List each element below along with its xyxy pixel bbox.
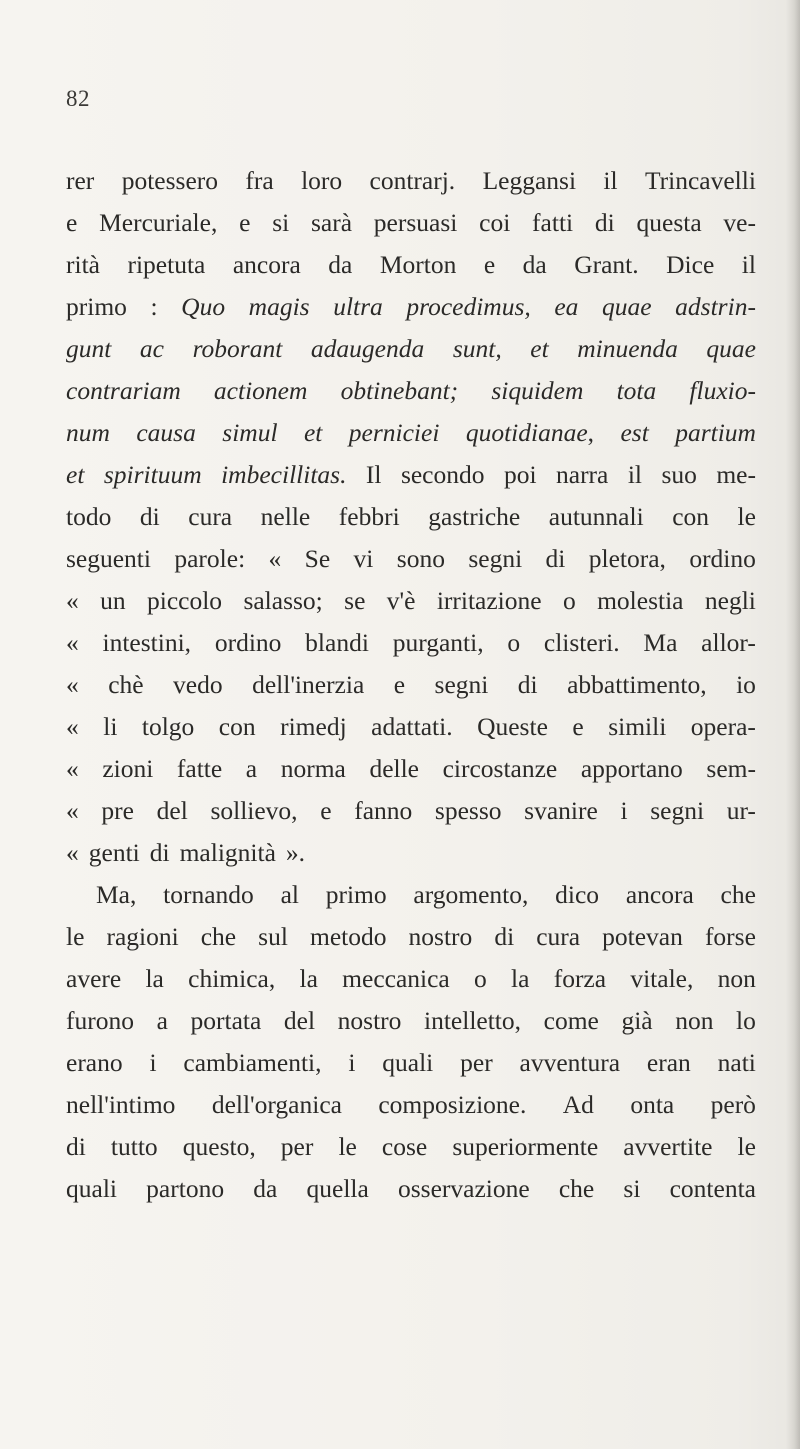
- word: Morton: [379, 250, 457, 279]
- word: et: [303, 418, 323, 447]
- word: che: [558, 1174, 595, 1203]
- word: imbecillitas.: [221, 460, 347, 489]
- word: fanno: [354, 796, 413, 825]
- word: da: [328, 250, 353, 279]
- word: fatte: [176, 754, 223, 783]
- word: di: [594, 208, 615, 237]
- word: i: [348, 1048, 356, 1077]
- word: suo: [661, 460, 697, 489]
- word: dell'inerzia: [252, 670, 365, 699]
- word: Queste: [477, 712, 548, 741]
- word: contrariam: [66, 376, 181, 405]
- word: «: [66, 712, 79, 741]
- word: partono: [146, 1174, 225, 1203]
- word: pre: [101, 796, 134, 825]
- word: clisteri.: [543, 628, 620, 657]
- word: rimedj: [280, 712, 347, 741]
- word: «: [66, 586, 79, 615]
- word: contenta: [669, 1174, 756, 1203]
- word: Il: [365, 460, 382, 489]
- word: actionem: [213, 376, 308, 405]
- text-line: [66, 370, 756, 412]
- word: primo: [325, 880, 387, 909]
- word: la: [511, 964, 530, 993]
- word: sem-: [706, 754, 756, 783]
- word: fatti: [532, 208, 574, 237]
- word: «: [66, 838, 79, 867]
- word: come: [543, 1006, 599, 1035]
- word: circostanze: [442, 754, 558, 783]
- word: et: [66, 460, 85, 489]
- word: «: [66, 796, 79, 825]
- word: segni: [650, 796, 705, 825]
- text-line: [66, 454, 756, 496]
- word: Ma,: [96, 880, 137, 909]
- word: segni: [468, 544, 523, 573]
- word: coi: [479, 208, 511, 237]
- word: già: [621, 1006, 653, 1035]
- body-text: [66, 160, 756, 1210]
- word: e: [239, 208, 251, 237]
- word: per: [280, 1132, 314, 1161]
- word: potevan: [602, 922, 683, 951]
- word: avventura: [519, 1048, 621, 1077]
- text-line: [66, 160, 756, 202]
- word: se: [344, 586, 366, 615]
- word: osservazione: [397, 1174, 530, 1203]
- text-line: [66, 622, 756, 664]
- word: avvertite: [623, 1132, 713, 1161]
- word: e: [320, 796, 332, 825]
- word: tolgo: [141, 712, 195, 741]
- word: rità: [66, 250, 100, 279]
- word: il: [741, 250, 756, 279]
- word: minuenda: [577, 334, 678, 363]
- word: si: [623, 1174, 641, 1203]
- word: i: [620, 796, 628, 825]
- word: metodo: [309, 922, 387, 951]
- word: non: [717, 964, 756, 993]
- word: todo: [66, 502, 112, 531]
- word: da: [522, 250, 547, 279]
- word: non: [675, 1006, 714, 1035]
- word: nelle: [260, 502, 311, 531]
- word: di: [66, 1132, 86, 1161]
- word: delle: [369, 754, 419, 783]
- word: le: [737, 502, 756, 531]
- word: chimica,: [188, 964, 276, 993]
- word: sarà: [310, 208, 353, 237]
- word: le: [66, 922, 85, 951]
- word: febbri: [338, 502, 400, 531]
- word: di: [494, 922, 515, 951]
- word: vedo: [173, 670, 223, 699]
- word: i: [149, 1048, 157, 1077]
- word: procedimus,: [406, 292, 531, 321]
- word: est: [620, 418, 649, 447]
- word: nostro: [408, 922, 473, 951]
- word: ancora: [625, 880, 694, 909]
- word: Ad: [562, 1090, 594, 1119]
- text-line: [66, 1168, 756, 1210]
- word: tota: [616, 376, 657, 405]
- text-line: [66, 496, 756, 538]
- word: per: [460, 1048, 493, 1077]
- word: da: [253, 1174, 278, 1203]
- word: e: [483, 250, 496, 279]
- word: primo: [66, 292, 127, 321]
- word: narra: [556, 460, 609, 489]
- word: autunnali: [548, 502, 644, 531]
- word: ea: [554, 292, 579, 321]
- word: ordino: [214, 628, 282, 657]
- word: :: [150, 292, 158, 321]
- text-line: [66, 328, 756, 370]
- word: forza: [553, 964, 607, 993]
- word: il: [627, 460, 642, 489]
- word: svanire: [524, 796, 598, 825]
- word: del: [283, 1006, 316, 1035]
- word: siquidem: [491, 376, 584, 405]
- word: abbattimento,: [567, 670, 707, 699]
- word: «: [66, 754, 79, 783]
- word: perniciei: [348, 418, 440, 447]
- word: lo: [736, 1006, 756, 1035]
- word: ordino: [689, 544, 756, 573]
- word: ve-: [723, 208, 756, 237]
- word: si: [272, 208, 290, 237]
- word: io: [736, 670, 756, 699]
- text-line: [66, 580, 756, 622]
- text-line: [66, 412, 756, 454]
- word: me-: [716, 460, 756, 489]
- word: le: [338, 1132, 357, 1161]
- word: loro: [301, 166, 343, 195]
- word: partium: [675, 418, 756, 447]
- word: roborant: [192, 334, 283, 363]
- word: cura: [188, 502, 233, 531]
- word: con: [218, 712, 256, 741]
- word: Ma: [643, 628, 678, 657]
- text-line: [66, 1000, 756, 1042]
- word: quotidianae,: [465, 418, 595, 447]
- word: causa: [136, 418, 196, 447]
- word: molestia: [597, 586, 684, 615]
- word: e: [572, 712, 584, 741]
- text-line: [66, 832, 756, 874]
- word: quali: [66, 1174, 117, 1203]
- word: spesso: [434, 796, 502, 825]
- word: cambiamenti,: [183, 1048, 322, 1077]
- word: nati: [717, 1048, 756, 1077]
- word: obtinebant;: [340, 376, 459, 405]
- word: di: [149, 838, 170, 867]
- text-line: [66, 748, 756, 790]
- word: questa: [636, 208, 702, 237]
- word: Grant.: [574, 250, 639, 279]
- word: avere: [66, 964, 122, 993]
- word: opera-: [690, 712, 756, 741]
- text-line: [66, 706, 756, 748]
- word: sul: [258, 922, 288, 951]
- word: o: [562, 586, 576, 615]
- word: quae: [706, 334, 756, 363]
- word: ragioni: [106, 922, 179, 951]
- word: adstrin-: [675, 292, 756, 321]
- word: ac: [139, 334, 164, 363]
- word: o: [474, 964, 487, 993]
- word: adattati.: [371, 712, 453, 741]
- word: ».: [285, 838, 306, 867]
- word: allor-: [701, 628, 756, 657]
- word: che: [200, 922, 237, 951]
- word: un: [100, 586, 126, 615]
- word: fra: [245, 166, 274, 195]
- word: malignità: [179, 838, 276, 867]
- word: di: [139, 502, 160, 531]
- word: di: [517, 670, 538, 699]
- word: «: [66, 628, 79, 657]
- word: meccanica: [342, 964, 450, 993]
- word: parole:: [174, 544, 246, 573]
- word: erano: [66, 1048, 123, 1077]
- word: rer: [66, 166, 95, 195]
- word: tutto: [110, 1132, 158, 1161]
- word: pletora,: [588, 544, 666, 573]
- word: «: [268, 544, 282, 573]
- word: norma: [280, 754, 346, 783]
- text-line: [66, 916, 756, 958]
- word: ancora: [232, 250, 301, 279]
- text-line: [66, 1126, 756, 1168]
- word: e: [66, 208, 78, 237]
- word: ripetuta: [127, 250, 206, 279]
- text-line: [66, 286, 756, 328]
- word: intelletto,: [424, 1006, 522, 1035]
- word: con: [672, 502, 710, 531]
- text-line: [66, 874, 756, 916]
- word: ultra: [333, 292, 383, 321]
- word: composizione.: [378, 1090, 527, 1119]
- word: o: [507, 628, 521, 657]
- text-line: [66, 790, 756, 832]
- word: onta: [630, 1090, 675, 1119]
- word: Trincavelli: [644, 166, 756, 195]
- word: simili: [608, 712, 667, 741]
- word: le: [737, 1132, 756, 1161]
- word: num: [66, 418, 110, 447]
- word: ur-: [726, 796, 756, 825]
- word: sollievo,: [210, 796, 298, 825]
- word: et: [530, 334, 549, 363]
- word: segni: [434, 670, 489, 699]
- word: quae: [602, 292, 652, 321]
- word: fluxio-: [689, 376, 756, 405]
- word: dell'organica: [211, 1090, 342, 1119]
- word: li: [103, 712, 118, 741]
- word: questo,: [182, 1132, 256, 1161]
- word: sono: [396, 544, 445, 573]
- word: gunt: [66, 334, 112, 363]
- word: nostro: [337, 1006, 402, 1035]
- word: gastriche: [428, 502, 521, 531]
- word: piccolo: [147, 586, 223, 615]
- word: seguenti: [66, 544, 151, 573]
- word: quella: [306, 1174, 369, 1203]
- word: portata: [190, 1006, 262, 1035]
- word: magis: [248, 292, 310, 321]
- page-number: 82: [66, 86, 90, 111]
- word: il: [603, 166, 618, 195]
- text-line: [66, 244, 756, 286]
- word: purganti,: [392, 628, 484, 657]
- word: Leggansi: [482, 166, 577, 195]
- word: intestini,: [102, 628, 192, 657]
- word: chè: [108, 670, 144, 699]
- word: però: [710, 1090, 756, 1119]
- word: superiormente: [452, 1132, 599, 1161]
- word: blandi: [305, 628, 369, 657]
- word: zioni: [102, 754, 154, 783]
- word: poi: [503, 460, 537, 489]
- word: negli: [704, 586, 756, 615]
- text-line: [66, 1084, 756, 1126]
- word: potessero: [121, 166, 218, 195]
- word: del: [156, 796, 188, 825]
- word: e: [393, 670, 406, 699]
- word: al: [280, 880, 299, 909]
- word: a: [156, 1006, 168, 1035]
- word: a: [245, 754, 258, 783]
- text-line: [66, 664, 756, 706]
- word: quali: [382, 1048, 434, 1077]
- word: persuasi: [373, 208, 458, 237]
- word: che: [720, 880, 756, 909]
- word: secondo: [400, 460, 485, 489]
- word: vitale,: [630, 964, 694, 993]
- word: tornando: [163, 880, 254, 909]
- word: v'è: [386, 586, 416, 615]
- word: «: [66, 670, 79, 699]
- text-line: [66, 538, 756, 580]
- word: adaugenda: [310, 334, 425, 363]
- page-edge-shadow: [786, 0, 800, 1449]
- word: apportano: [580, 754, 683, 783]
- word: cose: [381, 1132, 428, 1161]
- text-line: [66, 202, 756, 244]
- word: cura: [536, 922, 581, 951]
- word: eran: [646, 1048, 691, 1077]
- word: la: [299, 964, 318, 993]
- word: Dice: [666, 250, 715, 279]
- word: spirituum: [103, 460, 202, 489]
- word: di: [545, 544, 566, 573]
- word: Mercuriale,: [99, 208, 218, 237]
- word: nell'intimo: [66, 1090, 176, 1119]
- word: genti: [88, 838, 140, 867]
- word: la: [145, 964, 164, 993]
- word: irritazione: [436, 586, 542, 615]
- word: contrarj.: [369, 166, 456, 195]
- word: forse: [704, 922, 756, 951]
- word: sunt,: [452, 334, 502, 363]
- word: vi: [353, 544, 374, 573]
- word: argomento,: [413, 880, 529, 909]
- text-line: [66, 958, 756, 1000]
- word: salasso;: [243, 586, 323, 615]
- word: dico: [555, 880, 600, 909]
- word: Se: [304, 544, 331, 573]
- text-line: [66, 1042, 756, 1084]
- word: furono: [66, 1006, 134, 1035]
- word: Quo: [181, 292, 226, 321]
- word: simul: [222, 418, 278, 447]
